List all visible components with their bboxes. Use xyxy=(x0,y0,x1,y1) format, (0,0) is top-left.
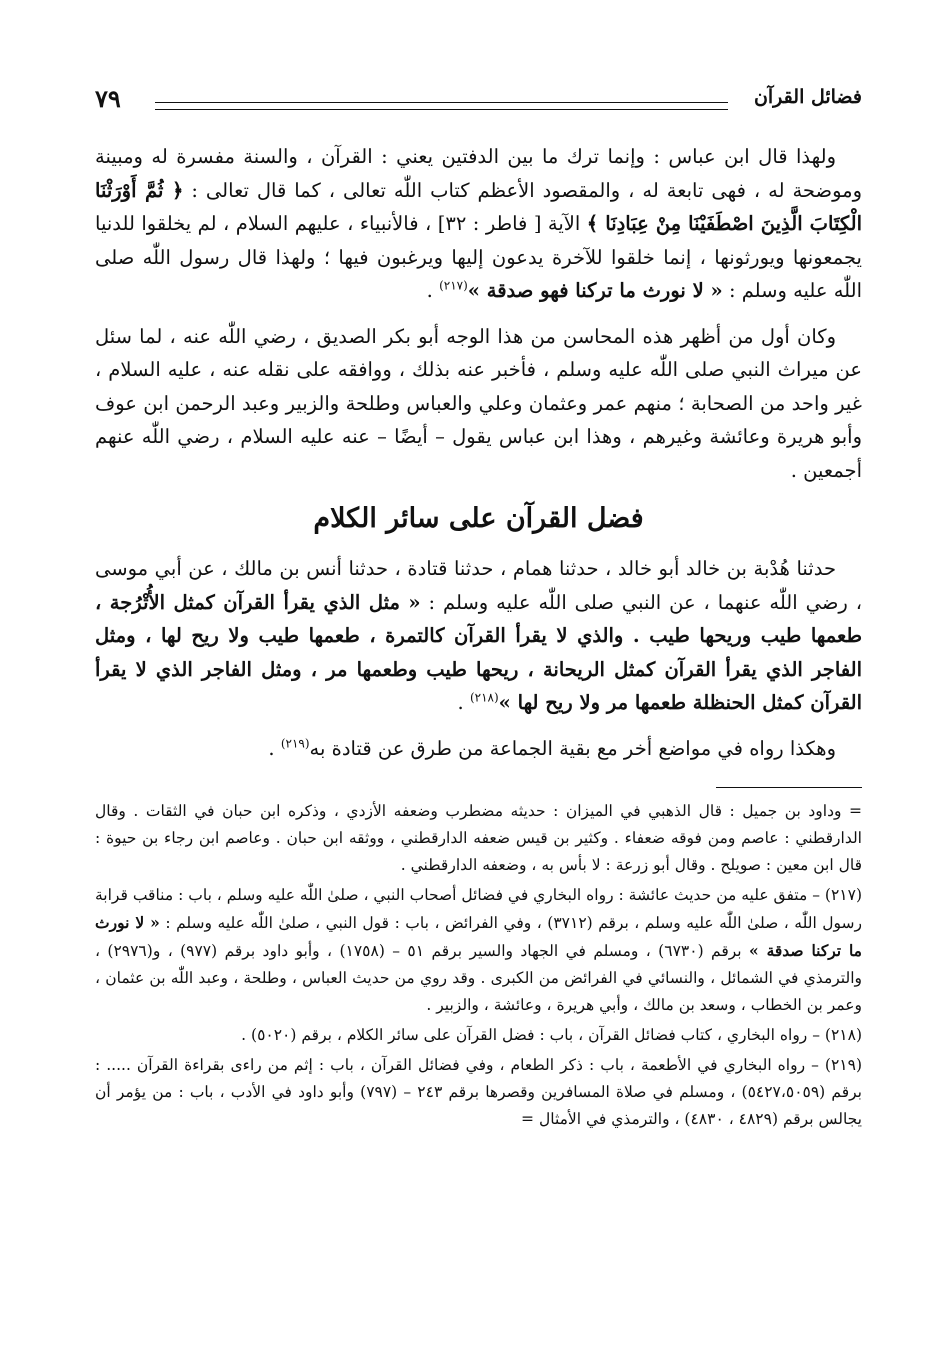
footnote-217-quote: « لا نورث ما تركنا صدقة » xyxy=(95,913,862,960)
footnote-ref-219: (٢١٩) xyxy=(280,736,310,750)
paragraph-4 xyxy=(95,732,862,766)
hadith-quote-217: « لا نورث ما تركنا فهو صدقة » xyxy=(467,279,723,302)
running-header xyxy=(95,82,862,116)
footnote-217-text-a: (٢١٧) – متفق عليه من حديث عائشة : رواه البخاري في فضائل أصحاب النبي ، صلىٰ اللّٰه عليه وسلم ، باب : مناقب قرابة رسول اللّٰه ، صلىٰ اللّٰه عليه وسلم ، برقم (٣٧١٢) ، وفي الفرائض ، باب : قول النبي ، صلىٰ اللّٰه عليه وسلم : xyxy=(95,886,863,932)
footnote-217 xyxy=(95,882,862,1019)
paragraph-2: وكان أول من أظهر هذه المحاسن من هذا الوجه أبو بكر الصديق ، رضي اللّٰه عنه ، لما سئل عن ميراث النبي صلى اللّٰه عليه وسلم ، فأخبر عنه بذلك ، ووافقه على نقله عنه ، عليه السلام ، غير واحد من الصحابة ؛ منهم عمر وعثمان وعلي والعباس وطلحة والزبير وعبد الرحمن ابن عوف وأبو هريرة وعائشة وغيرهم ، وهذا ابن عباس يقول – أيضًا – عنه عليه السلام ، رضي اللّٰه عنهم أجمعين . xyxy=(95,324,862,482)
paragraph-3-end: . xyxy=(457,691,464,714)
book-page xyxy=(95,0,862,1350)
section-heading: فضل القرآن على سائر الكلام xyxy=(313,503,644,534)
paragraph-3 xyxy=(95,552,862,720)
paragraph-3-isnad: حدثنا هُدْبة بن خالد أبو خالد ، حدثنا همام ، حدثنا قتادة ، حدثنا أنس بن مالك ، عن أبي موسى ، رضي اللّٰه عنهما ، عن النبي صلى اللّٰه عليه وسلم : xyxy=(95,557,863,614)
paragraph-4-text: وهكذا رواه في مواضع أخر مع بقية الجماعة من طرق عن قتادة به xyxy=(309,736,836,760)
quran-verse-quote: ﴿ ثُمَّ أَوْرَثْنَا الْكِتَابَ الَّذِينَ اصْطَفَيْنَا مِنْ عِبَادِنَا ﴾ xyxy=(95,178,862,235)
footnote-ref-217: (٢١٧) xyxy=(439,278,468,293)
footnote-217-text-b: برقم (٦٧٣٠) ، ومسلم في الجهاد والسير برقم ٥١ – (١٧٥٨) ، وأبو داود برقم (٩٧٧) ، و(٢٩٧٦) ، والترمذي في الشمائل ، والنسائي في الفرائض من الكبرى . وقد روي من حديث العباس ، وطلحة ، وعبد اللّٰه بن عثمان ، وعمر بن الخطاب ، وسعد بن مالك ، وأبي هريرة ، وعائشة ، والزبير . xyxy=(95,942,862,1014)
footnote-ref-218: (٢١٨) xyxy=(469,690,499,705)
main-text xyxy=(95,140,862,1136)
paragraph-1-end: . xyxy=(426,279,433,302)
footnote-continued: = وداود بن جميل : قال الذهبي في الميزان : حديثه مضطرب وضعفه الأزدي ، وذكره ابن حبان في الثقات . وقال الدارقطني : عاصم ومن فوقه ضعفاء . وكثير بن قيس ضعفه الدارقطني ، ووثقه ابن حبان . وعاصم ابن رجاء بن حيوة : قال ابن معين : صويلح . وقال أبو زرعة : لا بأس به ، وضعفه الدارقطني . xyxy=(95,802,862,874)
footnote-separator xyxy=(716,787,862,788)
running-head-title: فضائل القرآن xyxy=(753,86,862,108)
paragraph-4-end: . xyxy=(268,736,275,760)
footnote-218: (٢١٨) – رواه البخاري ، كتاب فضائل القرآن ، باب : فضل القرآن على سائر الكلام ، برقم (٥٠٢٠) . xyxy=(241,1026,862,1044)
header-double-rule xyxy=(155,102,728,110)
paragraph-1 xyxy=(95,140,862,308)
hadith-quote-218: « مثل الذي يقرأ القرآن كمثل الأُتْرُجة ، طعمها طيب وريحها طيب . والذي لا يقرأ القرآن كالتمرة ، طعمها طيب ولا ريح لها ، ومثل الفاجر الذي يقرأ القرآن كمثل الريحانة ، ريحها طيب وطعمها مر ، ومثل الفاجر الذي لا يقرأ القرآن كمثل الحنظلة طعمها مر ولا ريح لها » xyxy=(95,590,862,714)
paragraph-1-text-b: الآية [ فاطر : ٣٢] ، فالأنبياء ، عليهم السلام ، لم يخلقوا للدنيا يجمعونها ويورثونها ، إنما خلقوا للآخرة يدعون إليها ويرغبون فيها ؛ ولهذا قال رسول اللّٰه صلى اللّٰه عليه وسلم : xyxy=(95,212,862,302)
footnote-219: (٢١٩) – رواه البخاري في الأطعمة ، باب : ذكر الطعام ، وفي فضائل القرآن ، باب : إثم من راءى بقراءة القرآن ..... : برقم (٥٤٢٧،٥٠٥٩) ، ومسلم في صلاة المسافرين وقصرها برقم ٢٤٣ – (٧٩٧) وأبو داود في الأدب ، باب : من يؤمر أن يجالس برقم (٤٨٢٩ ، ٤٨٣٠) ، والترمذي في الأمثال = xyxy=(95,1056,862,1128)
page-number: ٧٩ xyxy=(95,84,121,113)
paragraph-1-text-a: ولهذا قال ابن عباس : وإنما ترك ما بين الدفتين يعني : القرآن ، والسنة مفسرة له ومبينة وموضحة له ، فهى تابعة له ، والمقصود الأعظم كتاب اللّٰه تعالى ، كما قال تعالى : xyxy=(95,145,863,202)
